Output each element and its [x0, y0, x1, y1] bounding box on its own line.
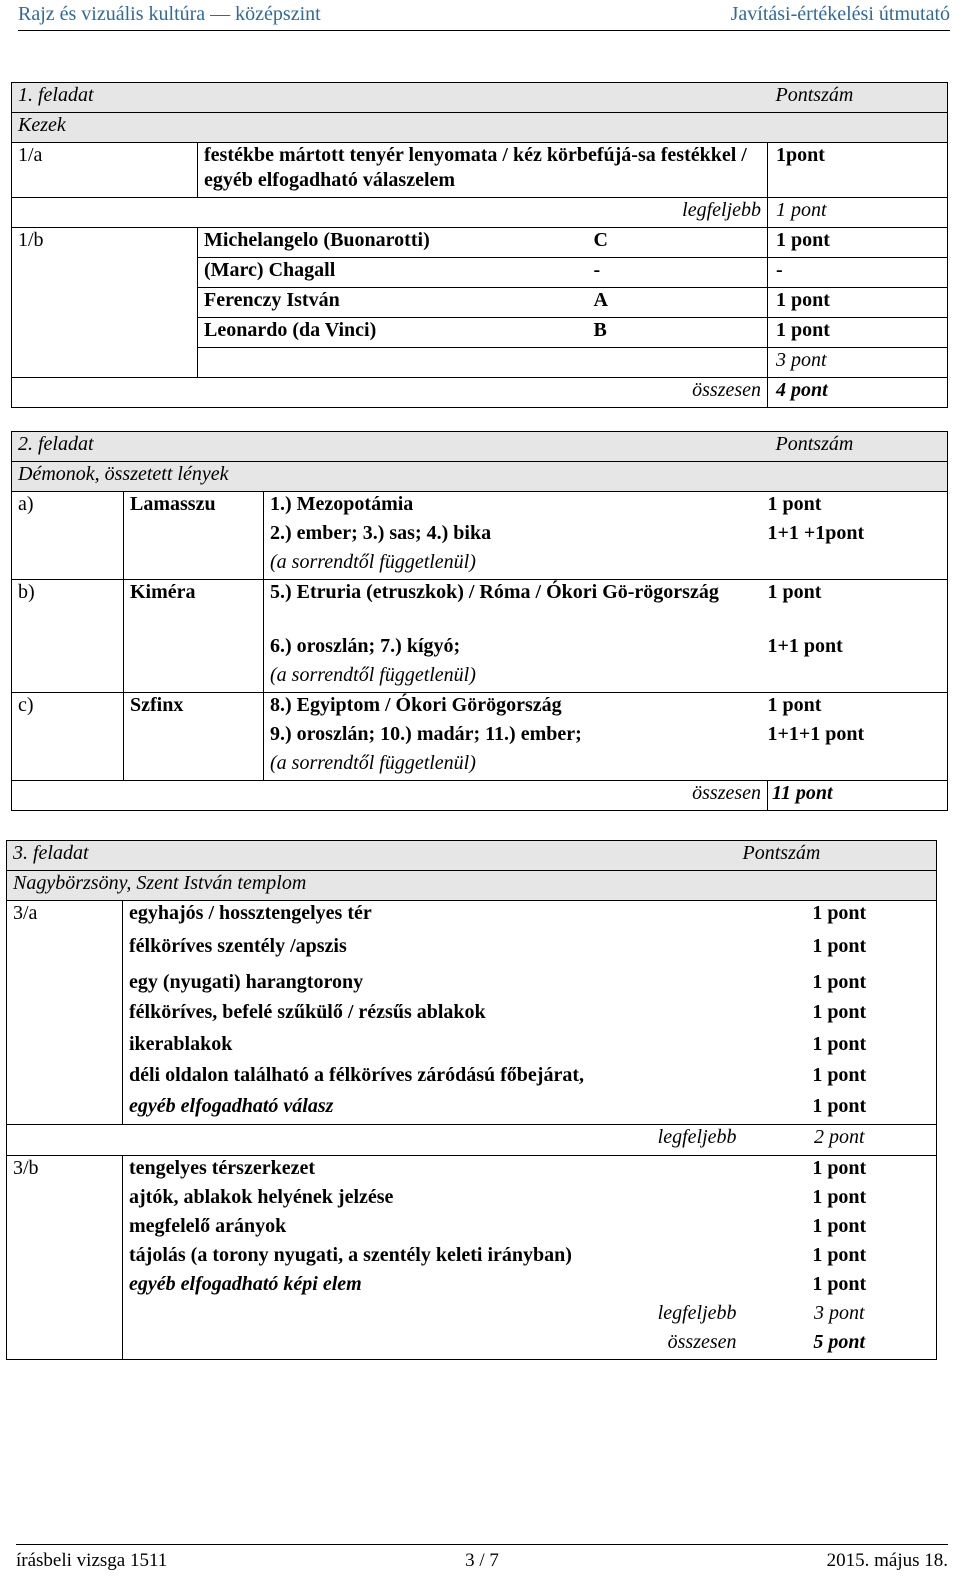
artist-letter: - — [588, 258, 768, 288]
task3-b-max-points: 3 pont — [813, 1302, 865, 1324]
task1-total-points: 4 pont — [768, 378, 948, 408]
task3-b-item: tájolás (a torony nyugati, a szentély keleti irányban) — [129, 1244, 572, 1266]
task3-total-row — [7, 1330, 937, 1360]
task3-b-row — [7, 1156, 937, 1186]
task3-a-item: déli oldalon található a félköríves záródású főbejárat, — [129, 1064, 584, 1086]
task3-total-spacer — [7, 1330, 123, 1360]
task3-a-other-row — [7, 1094, 937, 1125]
task1-title: 1. feladat — [12, 83, 768, 113]
task2-b-label: b) — [12, 580, 124, 693]
task1-artist-row — [12, 228, 948, 258]
task1-row-1a — [12, 143, 948, 198]
task2-total-label: összesen — [12, 781, 768, 811]
task3-b-max-label: legfeljebb — [657, 1302, 737, 1324]
task3-b-item-points: 1 pont — [812, 1186, 867, 1208]
task3-subtitle: Nagybörzsöny, Szent István templom — [7, 871, 937, 901]
task2-subtitle-row — [12, 462, 948, 492]
task3-a-item-points: 1 pont — [812, 1064, 867, 1086]
task2-a-row — [12, 492, 948, 522]
task1-row-1b-id: 1/b — [12, 228, 198, 378]
task3-b-item-points: 1 pont — [812, 1244, 867, 1266]
task3-a-row — [7, 901, 937, 935]
task2-b-name: Kiméra — [124, 580, 264, 693]
artist-points: - — [768, 258, 948, 288]
task2-title-row — [12, 432, 948, 462]
task3-a-item-points: 1 pont — [812, 935, 867, 957]
task2-points-header: Pontszám — [768, 432, 948, 462]
task3-table — [6, 840, 937, 1360]
task3-total-label: összesen — [667, 1331, 737, 1353]
task3-a-row — [7, 934, 937, 970]
task2-subtitle: Démonok, összetett lények — [12, 462, 948, 492]
task2-table — [11, 431, 948, 811]
task2-b2: 6.) oroszlán; 7.) kígyó; — [270, 635, 461, 657]
task3-a-item: egyhajós / hossztengelyes tér — [129, 902, 372, 924]
task2-c1: 8.) Egyiptom / Ókori Görögország — [270, 694, 562, 716]
task3-a-item: félköríves szentély /apszis — [129, 935, 347, 957]
task3-a-row — [7, 1063, 937, 1094]
task1-total-label: összesen — [12, 378, 768, 408]
header-divider — [18, 30, 950, 31]
task3-a-max-label: legfeljebb — [7, 1125, 743, 1156]
task1-max-points: 1 pont — [768, 198, 948, 228]
task2-title: 2. feladat — [12, 432, 768, 462]
task3-a-item: félköríves, befelé szűkülő / rézsűs ablakok — [129, 1001, 486, 1023]
task3-b-other-points: 1 pont — [812, 1273, 867, 1295]
task3-b-item-points: 1 pont — [812, 1215, 867, 1237]
task2-a2: 2.) ember; 3.) sas; 4.) bika — [270, 522, 492, 544]
task2-a-name: Lamasszu — [124, 492, 264, 580]
task3-a-item: egy (nyugati) harangtorony — [129, 971, 364, 993]
task2-c-note: (a sorrendtől függetlenül) — [264, 751, 768, 781]
task1-max-label: legfeljebb — [12, 198, 768, 228]
task1-subtitle: Kezek — [12, 113, 948, 143]
task2-c-row — [12, 693, 948, 723]
header-subject: Rajz és vizuális kultúra — középszint — [18, 3, 321, 25]
task3-a-item-points: 1 pont — [812, 902, 867, 924]
task3-subtitle-row — [7, 871, 937, 901]
task2-b-note: (a sorrendtől függetlenül) — [264, 663, 768, 693]
task1-title-row — [12, 83, 948, 113]
task3-a-item: ikerablakok — [129, 1033, 233, 1055]
task1-row-1a-points: 1pont — [768, 143, 948, 198]
task3-a-id: 3/a — [7, 901, 123, 1125]
task3-b-other-row — [7, 1272, 937, 1301]
task3-a-max-row — [7, 1125, 937, 1156]
artist-name: Leonardo (da Vinci) — [198, 318, 588, 348]
task3-a-row — [7, 1000, 937, 1032]
task3-a-max-points: 2 pont — [743, 1125, 937, 1156]
task1-row-1a-id: 1/a — [12, 143, 198, 198]
artist-name: (Marc) Chagall — [198, 258, 588, 288]
task2-c-label: c) — [12, 693, 124, 781]
task1-points-header: Pontszám — [768, 83, 948, 113]
footer-exam-code: írásbeli vizsga 1511 — [16, 1550, 168, 1571]
task2-a-label: a) — [12, 492, 124, 580]
task2-total-points: 11 pont — [772, 782, 833, 804]
task3-b-item: tengelyes térszerkezet — [129, 1157, 315, 1179]
task1-subtitle-row — [12, 113, 948, 143]
task2-c-name: Szfinx — [124, 693, 264, 781]
task2-a-note: (a sorrendtől függetlenül) — [264, 550, 768, 580]
task3-total-points: 5 pont — [813, 1331, 866, 1353]
task2-c2: 9.) oroszlán; 10.) madár; 11.) ember; — [270, 723, 582, 745]
task2-a1: 1.) Mezopotámia — [270, 493, 414, 515]
task3-b-row — [7, 1214, 937, 1243]
task3-title: 3. feladat — [7, 841, 743, 871]
task3-b-max-row — [7, 1301, 937, 1330]
task2-a2-points: 1+1 +1pont — [768, 521, 948, 580]
task2-b-row — [12, 580, 948, 635]
artist-points: 1 pont — [768, 318, 948, 348]
task3-b-other: egyéb elfogadható képi elem — [129, 1273, 362, 1295]
task3-points-header: Pontszám — [743, 841, 937, 871]
task3-b-row — [7, 1185, 937, 1214]
task3-b-id: 3/b — [7, 1156, 123, 1331]
task2-b1-points: 1 pont — [767, 581, 822, 603]
task3-title-row — [7, 841, 937, 871]
task3-a-item-points: 1 pont — [812, 1001, 867, 1023]
footer-page-number: 3 / 7 — [465, 1550, 499, 1571]
footer-date: 2015. május 18. — [826, 1550, 948, 1571]
artist-points: 1 pont — [768, 228, 948, 258]
task2-total-row — [12, 781, 948, 811]
task3-a-row — [7, 970, 937, 1000]
header-doc-type: Javítási-értékelési útmutató — [730, 3, 950, 25]
artist-letter: A — [588, 288, 768, 318]
task2-b2-points: 1+1 pont — [768, 634, 948, 693]
task3-a-other-points: 1 pont — [743, 1094, 937, 1125]
task3-b-row — [7, 1243, 937, 1272]
task2-a1-points: 1 pont — [767, 493, 822, 515]
artist-name: Michelangelo (Buonarotti) — [198, 228, 588, 258]
task1-table — [11, 82, 948, 408]
task3-b-item-points: 1 pont — [812, 1157, 867, 1179]
task3-a-other: egyéb elfogadható válasz — [123, 1094, 743, 1125]
artist-letter: C — [588, 228, 768, 258]
task1-row-1a-text: festékbe mártott tenyér lenyomata / kéz körbefújá-sa festékkel / egyéb elfogadható válaszelem — [198, 143, 768, 198]
task1-total-row — [12, 378, 948, 408]
artist-name: Ferenczy István — [198, 288, 588, 318]
task1-max-row — [12, 198, 948, 228]
artist-points: 1 pont — [768, 288, 948, 318]
task2-c1-points: 1 pont — [767, 694, 822, 716]
task2-b1: 5.) Etruria (etruszkok) / Róma / Ókori Gö-rögország — [270, 581, 719, 603]
task3-b-item: ajtók, ablakok helyének jelzése — [129, 1186, 394, 1208]
page-header — [18, 2, 950, 26]
artist-letter: B — [588, 318, 768, 348]
task1-subtotal-spacer — [198, 348, 768, 378]
task2-c2-points: 1+1+1 pont — [768, 722, 948, 781]
task3-a-item-points: 1 pont — [812, 971, 867, 993]
task3-b-item: megfelelő arányok — [129, 1215, 287, 1237]
task3-a-row — [7, 1032, 937, 1063]
task1-subtotal: 3 pont — [768, 348, 948, 378]
page-footer — [16, 1544, 948, 1571]
task3-a-item-points: 1 pont — [812, 1033, 867, 1055]
